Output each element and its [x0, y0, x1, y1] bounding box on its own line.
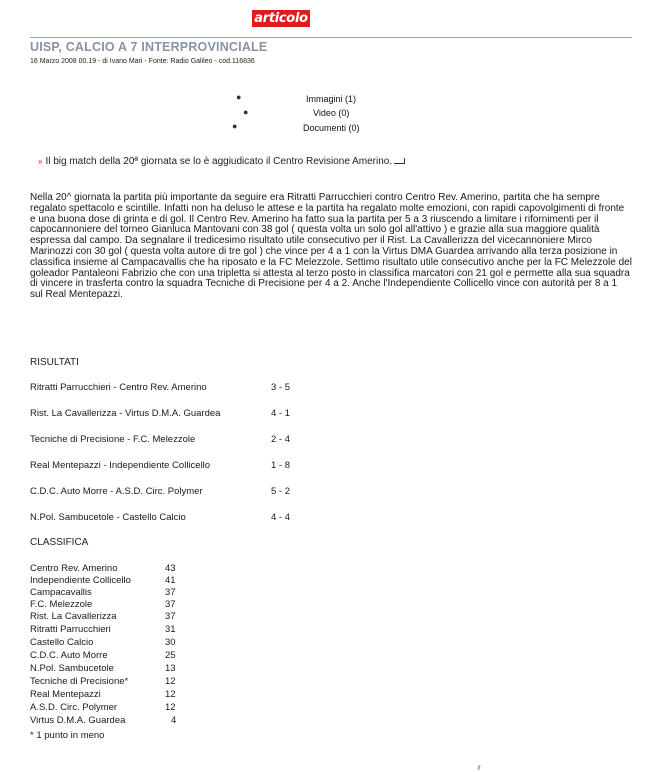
result-match: N.Pol. Sambucetole - Castello Calcio: [30, 512, 186, 523]
result-score: 2 - 4: [271, 434, 291, 445]
standings-team: F.C. Melezzole: [30, 599, 93, 610]
result-score: 1 - 8: [271, 460, 291, 471]
articolo-logo: articolo: [252, 10, 310, 27]
headline-text: Il big match della 20ª giornata se lo è aggiudicato il Centro Revisione Amerino.: [45, 156, 393, 167]
standings-team: N.Pol. Sambucetole: [30, 663, 114, 674]
standings-team: Rist. La Cavallerizza: [30, 611, 117, 622]
standings-team: Ritratti Parrucchieri: [30, 624, 111, 635]
bullet-icon: ●: [236, 92, 242, 102]
result-score: 4 - 1: [271, 408, 291, 419]
bullet-icon: ●: [232, 121, 238, 131]
video-link[interactable]: Video (0): [313, 108, 350, 118]
result-score: 4 - 4: [271, 512, 291, 523]
standings-points: 31: [165, 624, 176, 635]
standings-points: 41: [165, 575, 176, 586]
standings-team: Independiente Collicello: [30, 575, 131, 586]
standings-points: 12: [165, 702, 176, 713]
article-body: Nella 20^ giornata la partita più importante da seguire era Ritratti Parrucchieri contro Centro Rev. Amerino, partita che ha sempre regalato spettacolo e scintille. Infatti non ha deluso le attese e la partita ha regalato molte emozioni, con rapidi capovolgimenti di fronte e una buona dose di grinta e di gol. Il Centro Rev. Amerino ha fatto sua la partita per 5 a 3 riuscendo a limitare i rifornimenti per il capocannoniere del torneo Gianluca Mantovani con 38 gol ( questa volta un solo gol all'attivo ) e grazie alla sua maggiore qualità espressa dal campo. Da segnalare il tredicesimo risultato utile consecutivo per il Rist. La Cavallerizza del vicecannoniere Mirco Marinozzi con 30 gol ( questa volta autore di tre gol ) che vince per 4 a 1 con la Virtus DMA Guardea arrivando alla terza posizione in classifica insieme al Campacavallis che ha riposato e la FC Melezzole. Settimo risultato utile consecutivo anche per la FC Melezzole del goleador Pantaleoni Fabrizio che con una tripletta si attesta al terzo posto in classifica marcatori con 21 gol e permette alla sua squadra di vincere in trasferta contro la squadra Tecniche di Precisione per 4 a 2. Anche l'Independiente Collicello vince con autorità per 8 a 1 sul Real Mentepazzi.: [30, 192, 632, 301]
standings-points: 30: [165, 637, 176, 648]
standings-points: 13: [165, 663, 176, 674]
standings-team: Campacavallis: [30, 587, 92, 598]
result-match: C.D.C. Auto Morre - A.S.D. Circ. Polymer: [30, 486, 203, 497]
results-heading: RISULTATI: [30, 357, 79, 368]
standings-points: 37: [165, 587, 176, 598]
result-match: Ritratti Parrucchieri - Centro Rev. Amerino: [30, 382, 207, 393]
result-match: Tecniche di Precisione - F.C. Melezzole: [30, 434, 196, 445]
header-divider: [30, 37, 632, 38]
bullet-icon: ●: [243, 107, 249, 117]
standings-team: Castello Calcio: [30, 637, 94, 648]
standings-team: Virtus D.M.A. Guardea: [30, 715, 126, 726]
article-title: UISP, CALCIO A 7 INTERPROVINCIALE: [30, 40, 268, 54]
result-match: Rist. La Cavallerizza - Virtus D.M.A. Guardea: [30, 408, 221, 419]
footer-mark: r: [478, 763, 481, 772]
result-match: Real Mentepazzi - Independiente Collicello: [30, 460, 211, 471]
images-link[interactable]: Immagini (1): [306, 94, 357, 104]
standings-points: 12: [165, 676, 176, 687]
return-icon: [394, 158, 405, 164]
standings-points: 37: [165, 611, 176, 622]
result-score: 5 - 2: [271, 486, 291, 497]
standings-points: 4: [171, 715, 177, 726]
documents-link[interactable]: Documenti (0): [303, 123, 360, 133]
standings-team: Real Mentepazzi: [30, 689, 101, 700]
standings-note: * 1 punto in meno: [30, 730, 105, 741]
standings-points: 43: [165, 563, 176, 574]
standings-team: C.D.C. Auto Morre: [30, 650, 108, 661]
standings-points: 12: [165, 689, 176, 700]
article-meta: 16 Marzo 2008 00.19 - di Ivano Mari - Fonte: Radio Galileo - cod.116836: [30, 58, 255, 65]
standings-heading: CLASSIFICA: [30, 537, 89, 548]
standings-points: 25: [165, 650, 176, 661]
standings-team: Tecniche di Precisione*: [30, 676, 129, 687]
result-score: 3 - 5: [271, 382, 291, 393]
article-headline: [38, 156, 405, 167]
standings-team: Centro Rev. Amerino: [30, 563, 118, 574]
standings-team: A.S.D. Circ. Polymer: [30, 702, 118, 713]
standings-points: 37: [165, 599, 176, 610]
double-arrow-icon: »: [38, 157, 43, 166]
